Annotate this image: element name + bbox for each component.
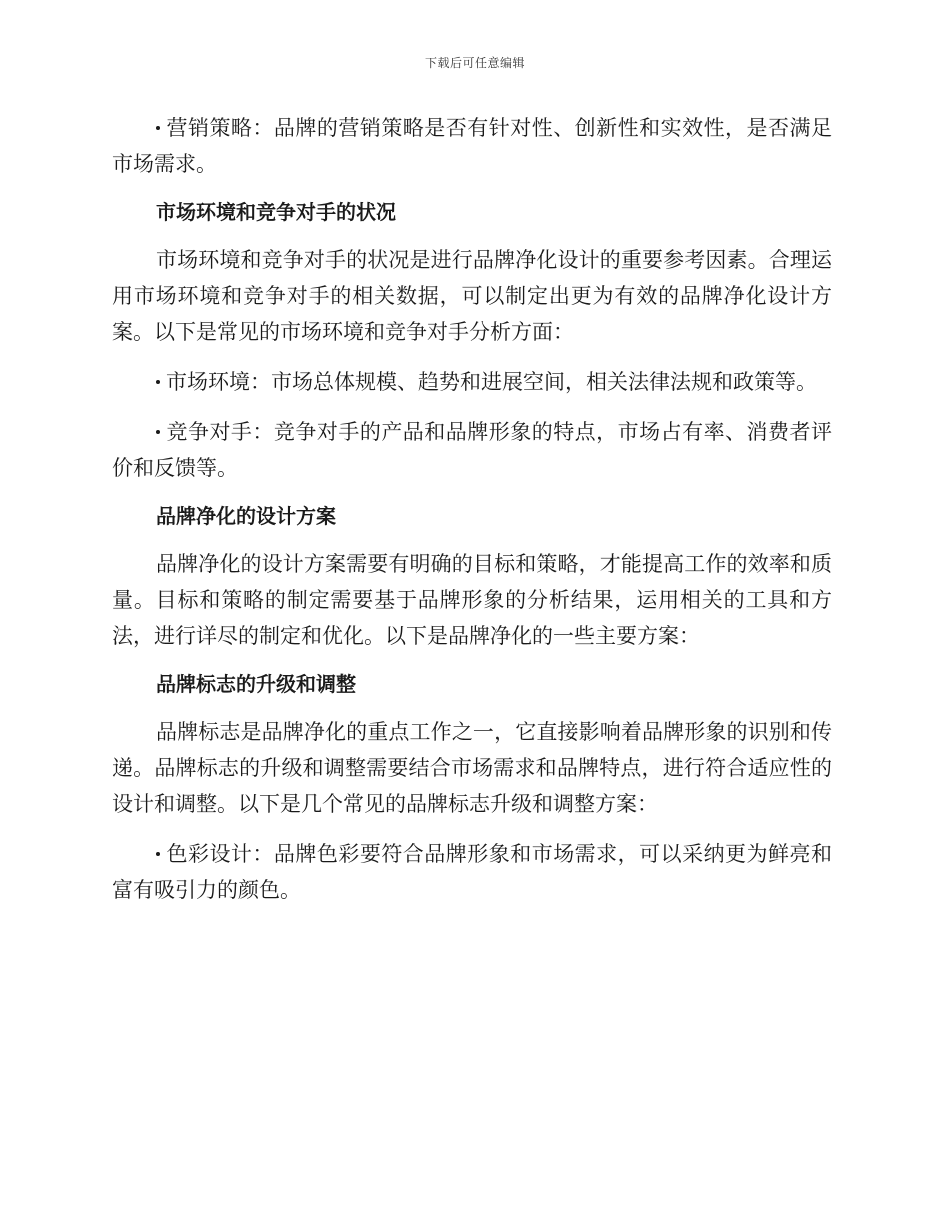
bullet-marketing-strategy bbox=[112, 110, 832, 182]
bullet-dot-icon bbox=[156, 852, 160, 856]
para-logo-upgrade: 品牌标志是品牌净化的重点工作之一，它直接影响着品牌形象的识别和传递。品牌标志的升级和调整需要结合市场需求和品牌特点，进行符合适应性的设计和调整。以下是几个常见的品牌标志升级和调整方案： bbox=[112, 720, 832, 816]
bullet-text: 市场环境：市场总体规模、趋势和进展空间，相关法律法规和政策等。 bbox=[166, 370, 817, 394]
bullet-text: 竞争对手：竞争对手的产品和品牌形象的特点，市场占有率、消费者评价和反馈等。 bbox=[112, 420, 832, 480]
bullet-competitors bbox=[112, 414, 832, 486]
bullet-market-environment bbox=[112, 364, 832, 400]
heading-logo-upgrade: 品牌标志的升级和调整 bbox=[156, 672, 356, 696]
bullet-dot-icon bbox=[156, 430, 160, 434]
page-header: 下载后可任意编辑 bbox=[424, 56, 525, 70]
bullet-text: 营销策略：品牌的营销策略是否有针对性、创新性和实效性，是否满足市场需求。 bbox=[112, 116, 832, 176]
heading-design-plan: 品牌净化的设计方案 bbox=[156, 504, 336, 528]
bullet-dot-icon bbox=[156, 380, 160, 384]
bullet-dot-icon bbox=[156, 126, 160, 130]
para-design-plan: 品牌净化的设计方案需要有明确的目标和策略，才能提高工作的效率和质量。目标和策略的制定需要基于品牌形象的分析结果，运用相关的工具和方法，进行详尽的制定和优化。以下是品牌净化的一些主要方案： bbox=[112, 552, 832, 648]
bullet-text: 色彩设计：品牌色彩要符合品牌形象和市场需求，可以采纳更为鲜亮和富有吸引力的颜色。 bbox=[112, 842, 832, 902]
document-body bbox=[112, 110, 832, 922]
heading-market-environment: 市场环境和竞争对手的状况 bbox=[156, 200, 396, 224]
para-market-environment: 市场环境和竞争对手的状况是进行品牌净化设计的重要参考因素。合理运用市场环境和竞争对手的相关数据，可以制定出更为有效的品牌净化设计方案。以下是常见的市场环境和竞争对手分析方面： bbox=[112, 248, 832, 344]
bullet-color-design bbox=[112, 836, 832, 908]
